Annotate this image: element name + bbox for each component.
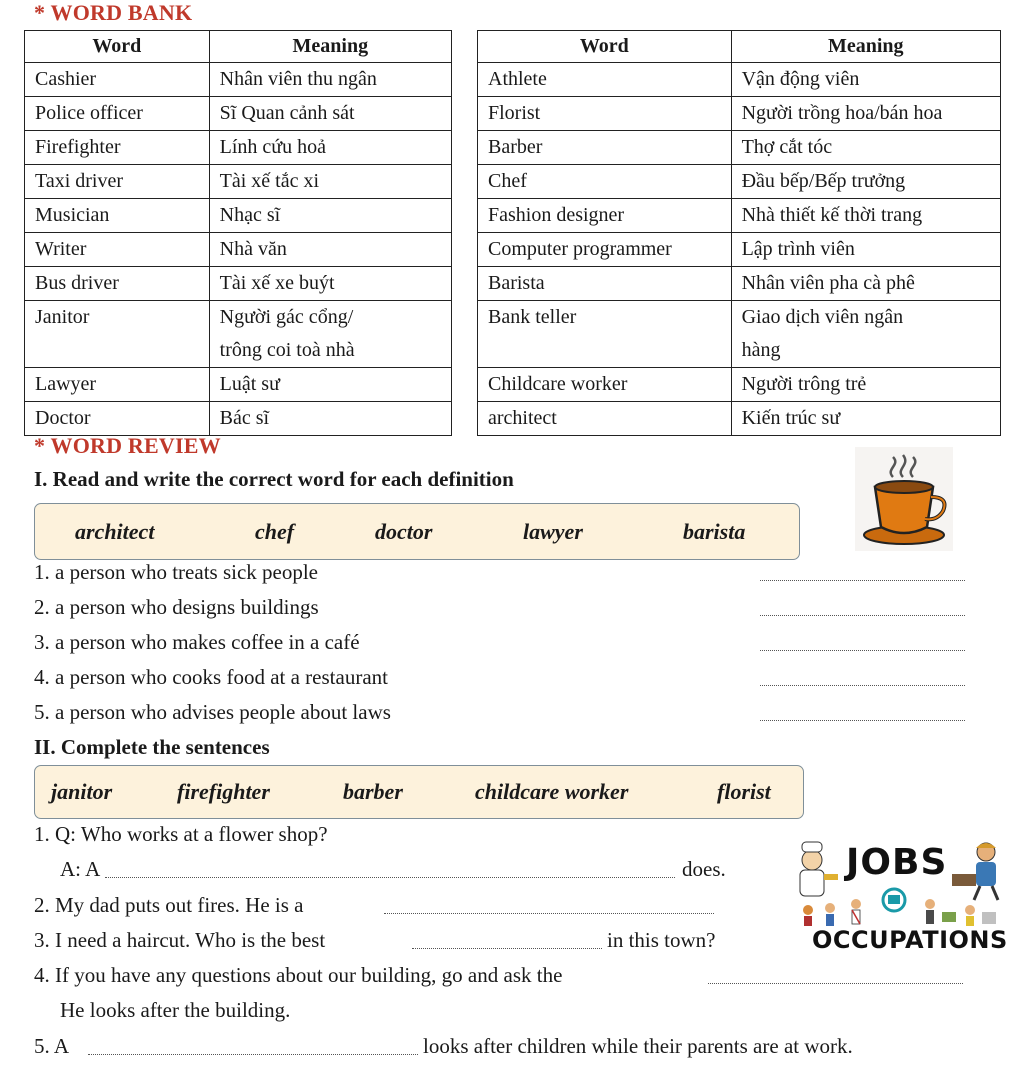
definition-item: 3. a person who makes coffee in a café <box>34 630 360 654</box>
section-1-word-box <box>34 503 800 560</box>
sentence-5-start: 5. A <box>34 1034 70 1058</box>
table-row <box>25 131 452 165</box>
word-bank-table-left <box>24 30 452 436</box>
word-cell: Writer <box>25 233 210 267</box>
table-row <box>478 368 1001 402</box>
meaning-cell: Người trông trẻ <box>731 368 1000 402</box>
table-row <box>478 97 1001 131</box>
section-1-title: I. Read and write the correct word for each definition <box>34 467 514 491</box>
table-row <box>478 402 1001 436</box>
table-row <box>25 165 452 199</box>
meaning-cell: Lính cứu hoả <box>209 131 451 165</box>
word-cell: Florist <box>478 97 732 131</box>
sentence-4-start: 4. If you have any questions about our building, go and ask the <box>34 963 563 987</box>
section-2-word-box <box>34 765 804 819</box>
answer-blank[interactable] <box>105 877 675 878</box>
word-cell: architect <box>478 402 732 436</box>
table-row <box>478 131 1001 165</box>
meaning-cell: Luật sư <box>209 368 451 402</box>
word-cell: Fashion designer <box>478 199 732 233</box>
table-row <box>478 301 1001 368</box>
meaning-cell: Kiến trúc sư <box>731 402 1000 436</box>
answer-blank[interactable] <box>760 685 965 686</box>
word-cell: Computer programmer <box>478 233 732 267</box>
word-cell: Lawyer <box>25 368 210 402</box>
meaning-cell: Nhạc sĩ <box>209 199 451 233</box>
word-option: barber <box>343 779 403 804</box>
meaning-cell: Tài xế tắc xi <box>209 165 451 199</box>
answer-blank[interactable] <box>760 650 965 651</box>
word-cell: Bus driver <box>25 267 210 301</box>
meaning-cell: Người gác cổng/ trông coi toà nhà <box>209 301 451 368</box>
word-cell: Barber <box>478 131 732 165</box>
word-option: architect <box>75 518 155 544</box>
answer-blank[interactable] <box>760 720 965 721</box>
table-row <box>25 63 452 97</box>
word-option: lawyer <box>523 518 583 544</box>
word-option: doctor <box>375 518 433 544</box>
sentence-1-answer-end: does. <box>682 857 726 881</box>
table-row <box>478 165 1001 199</box>
sentence-1-question: 1. Q: Who works at a flower shop? <box>34 822 328 846</box>
column-header-meaning: Meaning <box>209 31 451 63</box>
word-option: chef <box>255 518 295 544</box>
table-row <box>25 267 452 301</box>
word-cell: Barista <box>478 267 732 301</box>
column-header-word: Word <box>478 31 732 63</box>
answer-blank[interactable] <box>708 983 963 984</box>
word-cell: Police officer <box>25 97 210 131</box>
meaning-cell: Lập trình viên <box>731 233 1000 267</box>
answer-blank[interactable] <box>412 948 602 949</box>
meaning-cell: Sĩ Quan cảnh sát <box>209 97 451 131</box>
meaning-cell: Nhân viên pha cà phê <box>731 267 1000 301</box>
meaning-cell: Nhân viên thu ngân <box>209 63 451 97</box>
sentence-5-end: looks after children while their parents are at work. <box>423 1034 853 1058</box>
word-cell: Athlete <box>478 63 732 97</box>
word-cell: Chef <box>478 165 732 199</box>
definition-item: 4. a person who cooks food at a restaurant <box>34 665 388 689</box>
meaning-cell: Vận động viên <box>731 63 1000 97</box>
word-option: firefighter <box>177 779 270 804</box>
section-2-title: II. Complete the sentences <box>34 735 270 759</box>
sentence-2: 2. My dad puts out fires. He is a <box>34 893 304 917</box>
word-option: florist <box>717 779 771 804</box>
table-row <box>25 402 452 436</box>
meaning-cell: Đầu bếp/Bếp trưởng <box>731 165 1000 199</box>
word-option: childcare worker <box>475 779 629 804</box>
occupations-subtitle: OCCUPATIONS <box>812 926 1008 954</box>
table-row <box>478 233 1001 267</box>
word-cell: Firefighter <box>25 131 210 165</box>
word-option: janitor <box>51 779 113 804</box>
word-cell: Janitor <box>25 301 210 368</box>
word-cell: Cashier <box>25 63 210 97</box>
table-row <box>478 63 1001 97</box>
table-row <box>25 368 452 402</box>
meaning-cell: Thợ cắt tóc <box>731 131 1000 165</box>
word-bank-table-right <box>477 30 1001 436</box>
table-row <box>478 199 1001 233</box>
sentence-3-start: 3. I need a haircut. Who is the best <box>34 928 326 952</box>
word-cell: Musician <box>25 199 210 233</box>
meaning-cell: Người trồng hoa/bán hoa <box>731 97 1000 131</box>
definition-item: 1. a person who treats sick people <box>34 560 319 584</box>
jobs-title: JOBS <box>846 842 948 883</box>
answer-blank[interactable] <box>760 615 965 616</box>
coffee-cup-icon <box>855 447 953 551</box>
meaning-cell: Tài xế xe buýt <box>209 267 451 301</box>
table-row <box>478 267 1001 301</box>
word-option: barista <box>683 518 746 544</box>
word-cell: Taxi driver <box>25 165 210 199</box>
definition-item: 2. a person who designs buildings <box>34 595 319 619</box>
answer-blank[interactable] <box>88 1054 418 1055</box>
word-cell: Childcare worker <box>478 368 732 402</box>
sentence-1-answer-start: A: A <box>60 857 101 881</box>
table-row <box>25 199 452 233</box>
meaning-cell: Bác sĩ <box>209 402 451 436</box>
column-header-meaning: Meaning <box>731 31 1000 63</box>
sentence-3-end: in this town? <box>607 928 716 952</box>
sentence-4-line-2: He looks after the building. <box>60 998 291 1022</box>
answer-blank[interactable] <box>384 913 714 914</box>
meaning-cell: Giao dịch viên ngân hàng <box>731 301 1000 368</box>
word-cell: Doctor <box>25 402 210 436</box>
table-row <box>25 97 452 131</box>
word-cell: Bank teller <box>478 301 732 368</box>
definition-item: 5. a person who advises people about laws <box>34 700 391 724</box>
meaning-cell: Nhà văn <box>209 233 451 267</box>
table-row <box>25 301 452 368</box>
word-bank-heading: * WORD BANK <box>34 0 193 25</box>
column-header-word: Word <box>25 31 210 63</box>
table-row <box>25 233 452 267</box>
answer-blank[interactable] <box>760 580 965 581</box>
word-review-heading: * WORD REVIEW <box>34 433 221 458</box>
meaning-cell: Nhà thiết kế thời trang <box>731 199 1000 233</box>
